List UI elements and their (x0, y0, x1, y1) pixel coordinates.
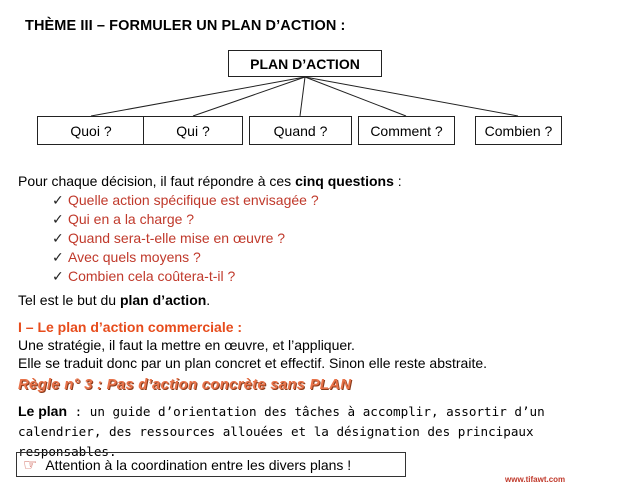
attention-text: Attention à la coordination entre les divers plans ! (45, 456, 352, 473)
connector-comment (305, 77, 406, 116)
question-item: ✓ Qui en a la charge ? (52, 211, 195, 227)
connector-qui (193, 77, 305, 116)
question-item: ✓ Avec quels moyens ? (52, 249, 201, 265)
leaf-node-comment: Comment ? (358, 116, 455, 145)
connector-combien (305, 77, 518, 116)
check-icon: ✓ (52, 211, 64, 227)
check-icon: ✓ (52, 268, 64, 284)
connector-quoi (91, 77, 305, 116)
intro-text: Pour chaque décision, il faut répondre à ces cinq questions : (18, 173, 402, 189)
plan-definition: Le plan : un guide d’orientation des tâches à accomplir, assortir d’un calendrier, des ressources allouées et la désignation des principaux responsables. (18, 403, 545, 459)
pointing-hand-icon: ☞ (23, 456, 38, 474)
root-node-plan-action: PLAN D’ACTION (228, 50, 382, 77)
section-block (18, 318, 487, 372)
page-title: THÈME III – FORMULER UN PLAN D’ACTION : (25, 18, 346, 34)
check-icon: ✓ (52, 230, 64, 246)
section-line-2: Elle se traduit donc par un plan concret et effectif. Sinon elle reste abstraite. (18, 355, 488, 371)
rule-heading: Règle n° 3 : Pas d’action concrète sans PLAN (18, 376, 352, 393)
section-title: I – Le plan d’action commerciale : (18, 319, 243, 335)
question-item: ✓ Quand sera-t-elle mise en œuvre ? (52, 230, 286, 246)
question-item: ✓ Combien cela coûtera-t-il ? (52, 268, 236, 284)
check-icon: ✓ (52, 192, 64, 208)
leaf-node-combien: Combien ? (475, 116, 562, 145)
site-watermark: www.tifawt.com (505, 475, 566, 484)
leaf-node-qui: Qui ? (143, 116, 243, 145)
connector-quand (300, 77, 305, 116)
section-line-1: Une stratégie, il faut la mettre en œuvre, et l’appliquer. (18, 337, 355, 353)
check-icon: ✓ (52, 249, 64, 265)
goal-text: Tel est le but du plan d’action. (18, 292, 211, 308)
question-item: ✓ Quelle action spécifique est envisagée ? (52, 192, 319, 208)
attention-box (16, 452, 406, 477)
leaf-node-quand: Quand ? (249, 116, 352, 145)
questions-list (52, 191, 319, 286)
leaf-node-quoi: Quoi ? (37, 116, 145, 145)
